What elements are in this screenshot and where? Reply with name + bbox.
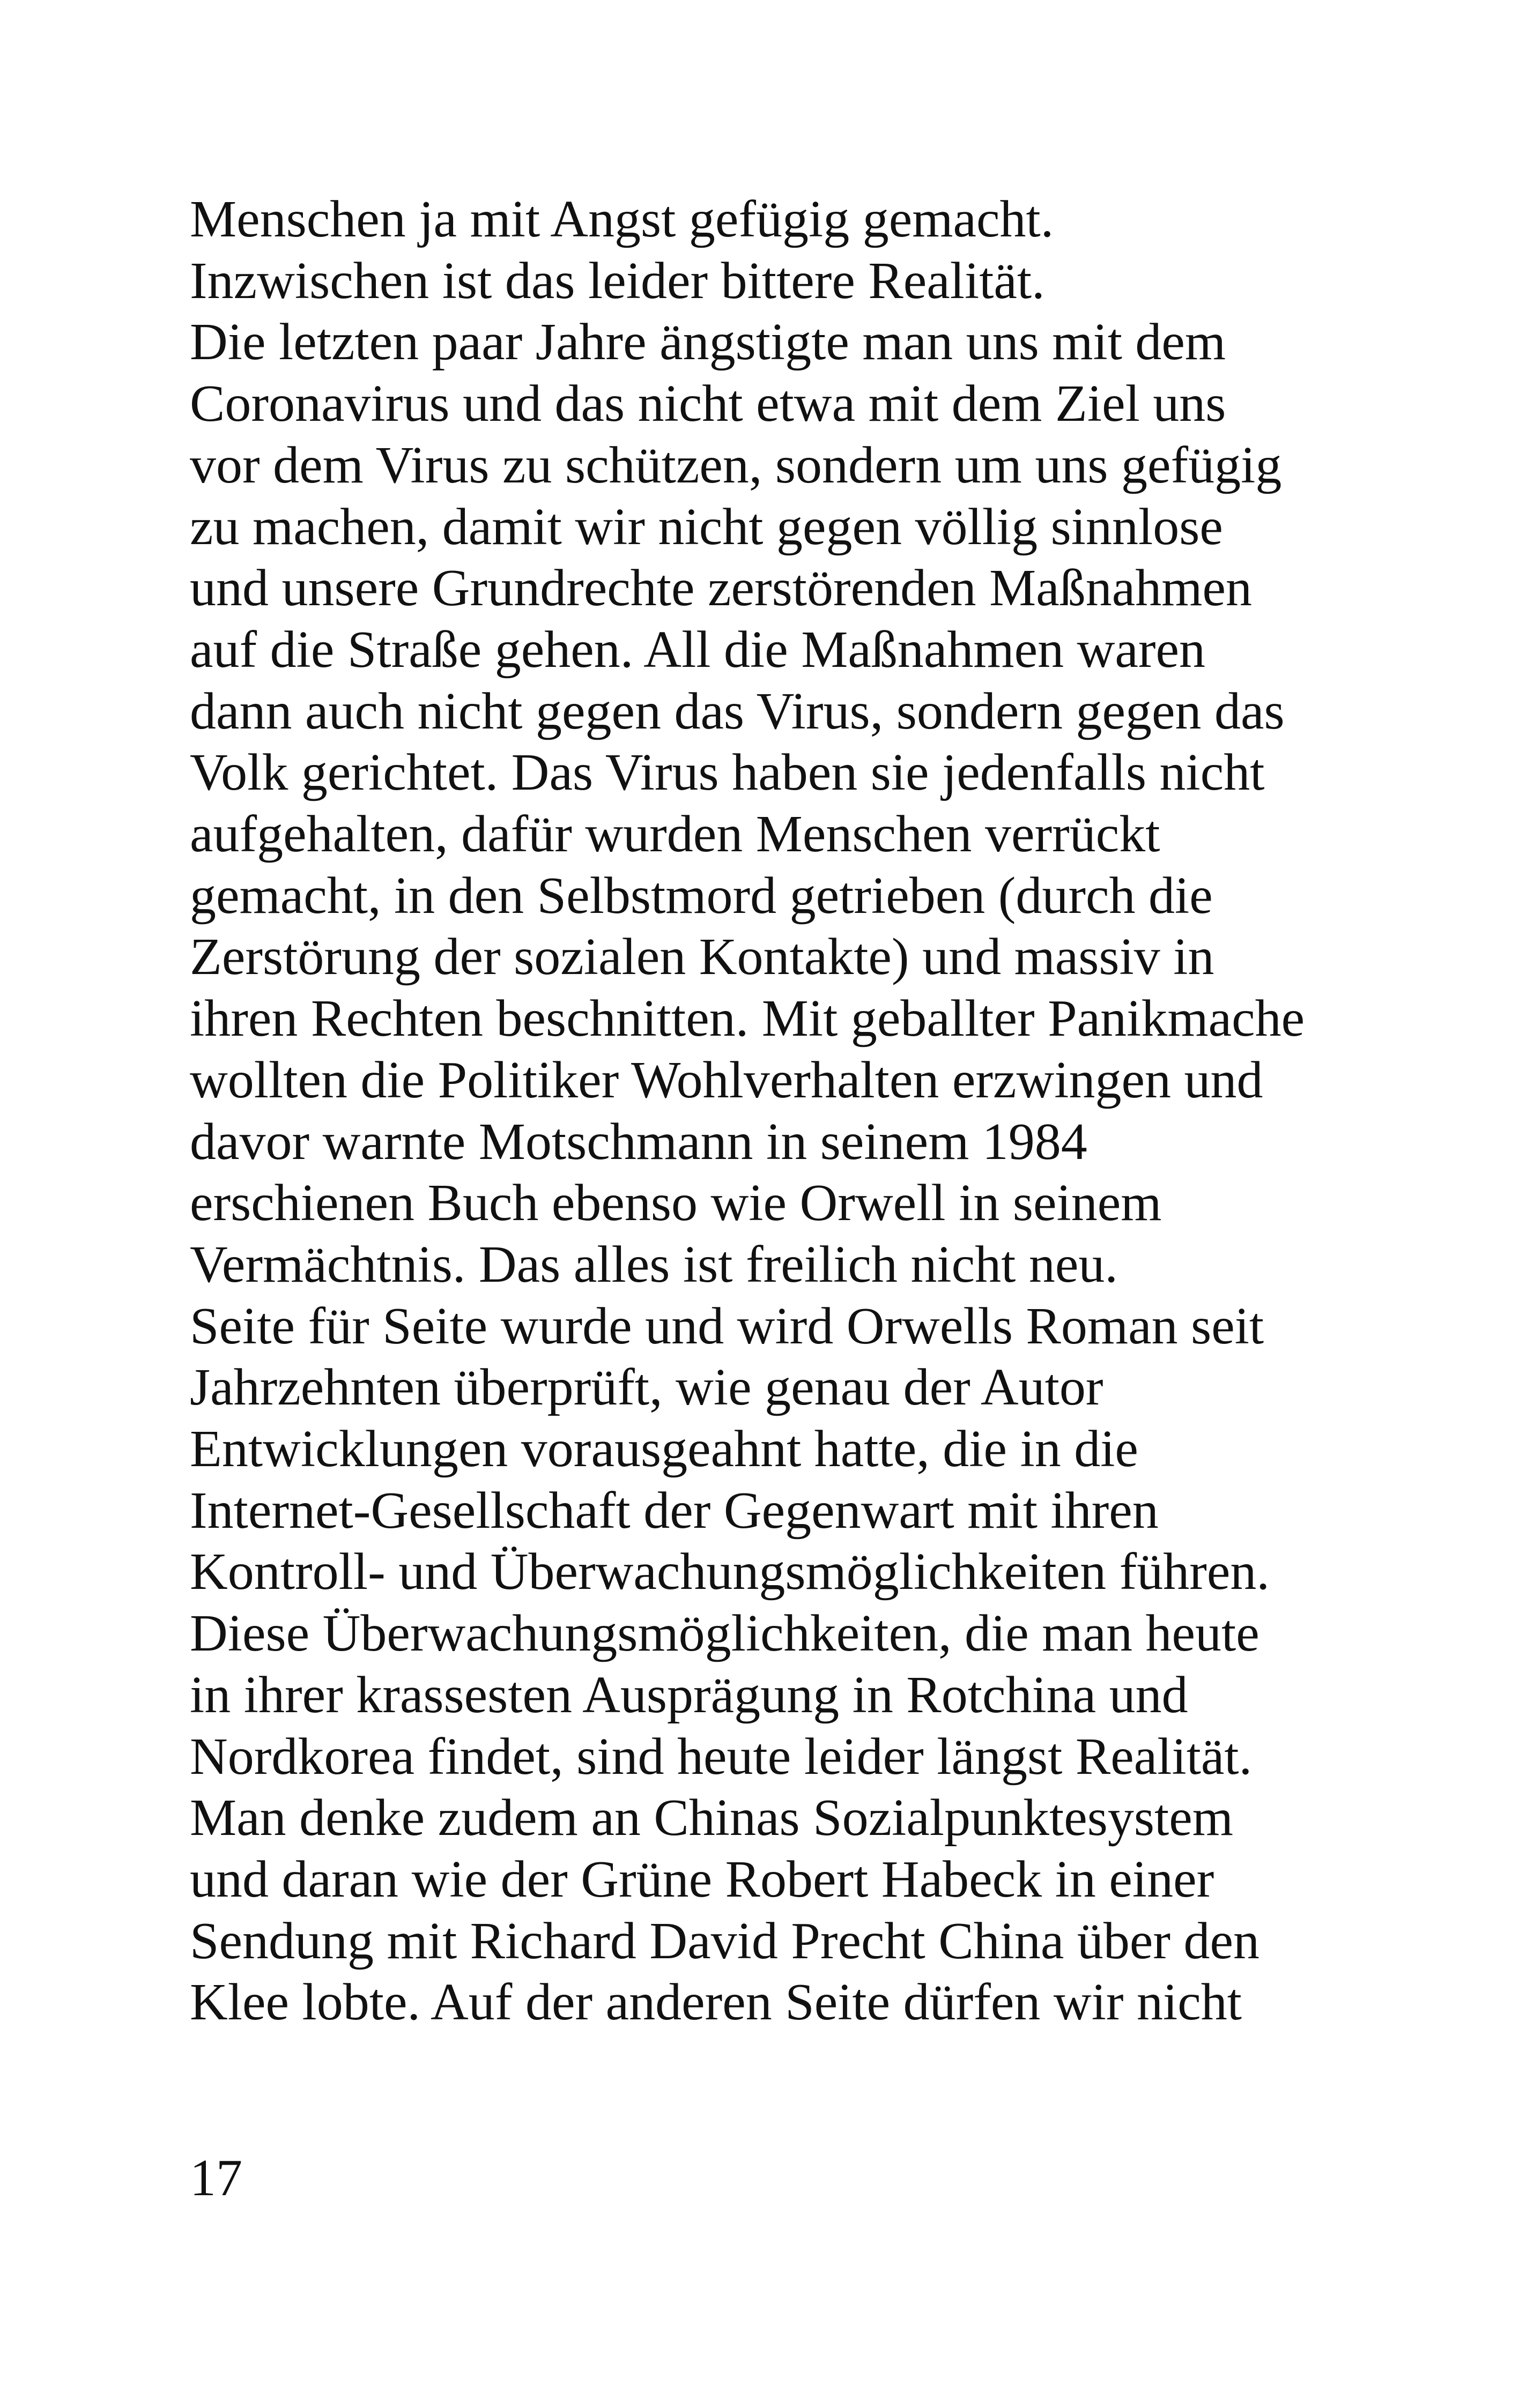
text-line: Jahrzehnten überprüft, wie genau der Autor [190, 1358, 1103, 1417]
text-line: und daran wie der Grüne Robert Habeck in einer [190, 1850, 1214, 1908]
text-line: Man denke zudem an Chinas Sozialpunktesystem [190, 1789, 1233, 1847]
text-line: erschienen Buch ebenso wie Orwell in seinem [190, 1174, 1162, 1232]
text-line: Internet-Gesellschaft der Gegenwart mit ihren [190, 1481, 1159, 1540]
text-line: Nordkorea findet, sind heute leider längst Realität. [190, 1727, 1253, 1786]
text-line: Kontroll- und Überwachungsmöglichkeiten führen. [190, 1543, 1270, 1601]
text-line: gemacht, in den Selbstmord getrieben (durch die [190, 866, 1213, 925]
text-line: und unsere Grundrechte zerstörenden Maßnahmen [190, 559, 1253, 618]
text-line: wollten die Politiker Wohlverhalten erzwingen und [190, 1051, 1263, 1109]
text-line: Zerstörung der sozialen Kontakte) und massiv in [190, 928, 1214, 986]
text-line: zu machen, damit wir nicht gegen völlig sinnlose [190, 497, 1223, 556]
text-line: in ihrer krassesten Ausprägung in Rotchina und [190, 1666, 1188, 1724]
text-line: dann auch nicht gegen das Virus, sondern gegen das [190, 682, 1285, 740]
page-number: 17 [190, 2149, 242, 2207]
text-line: Coronavirus und das nicht etwa mit dem Ziel uns [190, 375, 1226, 433]
text-line: Volk gerichtet. Das Virus haben sie jedenfalls nicht [190, 744, 1265, 802]
body-text [190, 189, 1369, 2033]
text-line: Inzwischen ist das leider bittere Realität. [190, 251, 1045, 310]
text-line: Menschen ja mit Angst gefügig gemacht. [190, 190, 1054, 248]
text-line: aufgehalten, dafür wurden Menschen verrückt [190, 805, 1160, 864]
text-line: Sendung mit Richard David Precht China über den [190, 1912, 1259, 1970]
text-line: Vermächtnis. Das alles ist freilich nicht neu. [190, 1235, 1118, 1294]
text-line: Die letzten paar Jahre ängstigte man uns mit dem [190, 313, 1226, 371]
text-line: davor warnte Motschmann in seinem 1984 [190, 1112, 1087, 1171]
text-line: Diese Überwachungsmöglichkeiten, die man heute [190, 1604, 1259, 1663]
text-line: Entwicklungen vorausgeahnt hatte, die in die [190, 1420, 1138, 1478]
text-line: Seite für Seite wurde und wird Orwells Roman seit [190, 1297, 1264, 1355]
text-line: Klee lobte. Auf der anderen Seite dürfen wir nicht [190, 1973, 1242, 2032]
text-line: ihren Rechten beschnitten. Mit geballter Panikmache [190, 990, 1305, 1048]
text-line: auf die Straße gehen. All die Maßnahmen waren [190, 620, 1206, 679]
text-line: vor dem Virus zu schützen, sondern um uns gefügig [190, 436, 1282, 494]
